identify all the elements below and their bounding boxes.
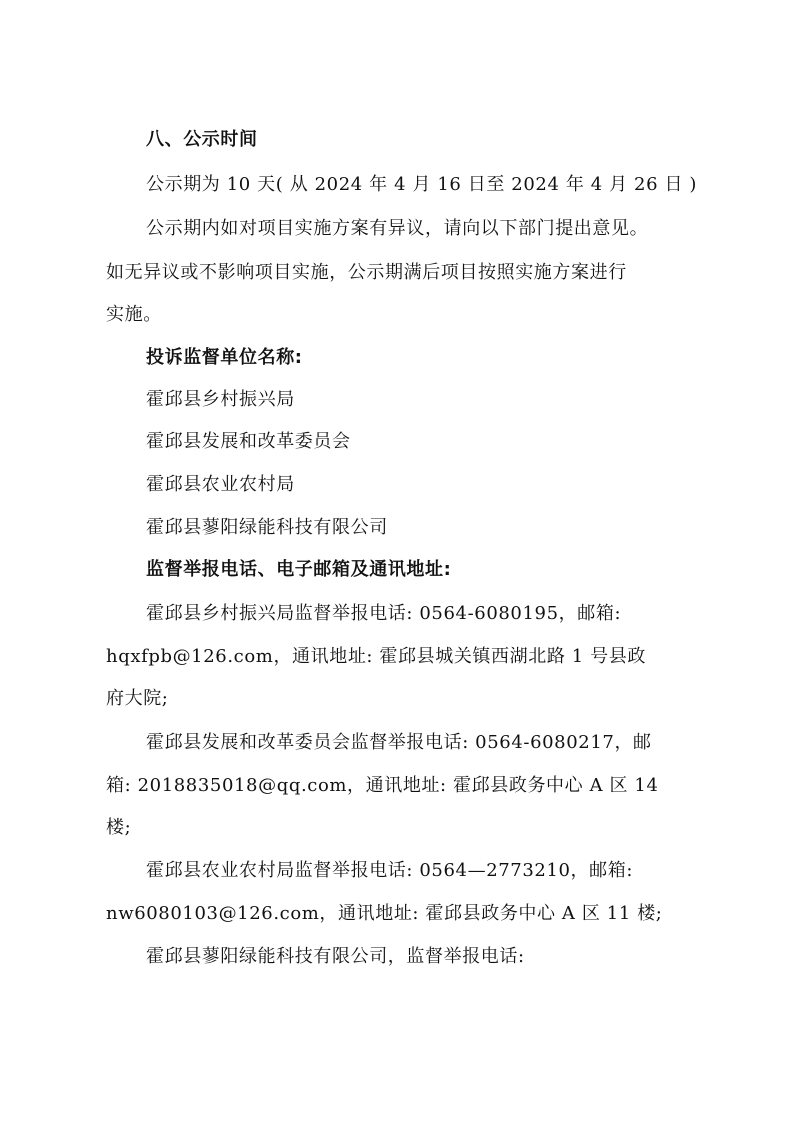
supervision-unit-item: 霍邱县农业农村局 [146,474,295,495]
contact-rural-revitalization-line-3: 府大院; [106,688,169,709]
contact-development-reform-line-1: 霍邱县发展和改革委员会监督举报电话: 0564-6080217，邮 [146,732,652,753]
supervision-units-heading: 投诉监督单位名称: [146,347,303,368]
contact-liaoyang-energy-line-1: 霍邱县蓼阳绿能科技有限公司，监督举报电话: [146,946,525,967]
contact-agriculture-bureau-line-1: 霍邱县农业农村局监督举报电话: 0564—2773210，邮箱: [146,860,634,881]
contact-rural-revitalization-line-1: 霍邱县乡村振兴局监督举报电话: 0564-6080195，邮箱: [146,603,622,624]
objection-paragraph-line-2: 如无异议或不影响项目实施，公示期满后项目按照实施方案进行 [106,262,627,283]
contact-info-heading: 监督举报电话、电子邮箱及通讯地址: [146,559,452,580]
contact-agriculture-bureau-line-2: nw6080103@126.com，通讯地址: 霍邱县政务中心 A 区 11 楼; [106,903,663,924]
contact-development-reform-line-2: 箱: 2018835018@qq.com，通讯地址: 霍邱县政务中心 A 区 14 [106,775,659,796]
contact-development-reform-line-3: 楼; [106,817,132,838]
contact-rural-revitalization-line-2: hqxfpb@126.com，通讯地址: 霍邱县城关镇西湖北路 1 号县政 [106,646,646,667]
objection-paragraph-line-3: 实施。 [106,304,162,325]
supervision-unit-item: 霍邱县蓼阳绿能科技有限公司 [146,517,388,538]
supervision-unit-item: 霍邱县发展和改革委员会 [146,431,351,452]
objection-paragraph-line-1: 公示期内如对项目实施方案有异议，请向以下部门提出意见。 [146,218,649,239]
supervision-unit-item: 霍邱县乡村振兴局 [146,389,295,410]
publicity-period-line: 公示期为 10 天( 从 2024 年 4 月 16 日至 2024 年 4 月 26 日 ) [146,174,698,195]
section-heading-publicity-time: 八、公示时间 [146,129,258,150]
